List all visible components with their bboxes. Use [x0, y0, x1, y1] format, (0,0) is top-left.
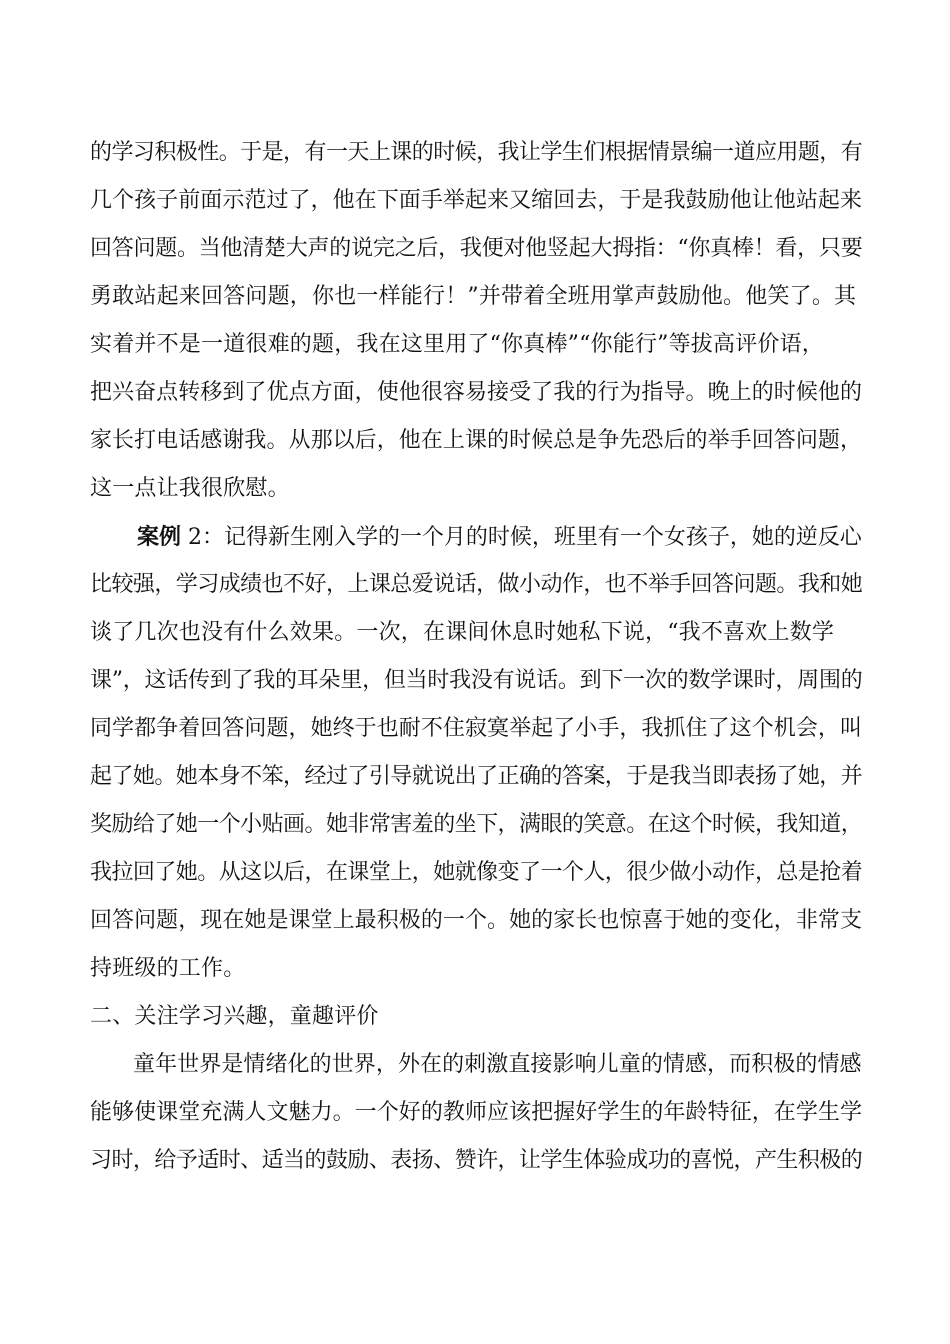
paragraph-line: 能够使课堂充满人文魅力。一个好的教师应该把握好学生的年龄特征，在学生学 — [90, 1100, 863, 1125]
paragraph-line: 这一点让我很欣慰。 — [90, 476, 290, 501]
case-2-first-line — [137, 522, 862, 553]
paragraph-line: 同学都争着回答问题，她终于也耐不住寂寞举起了小手，我抓住了这个机会，叫 — [90, 716, 863, 741]
paragraph-line: 起了她。她本身不笨，经过了引导就说出了正确的答案，于是我当即表扬了她，并 — [90, 764, 863, 789]
case-2-text: 2：记得新生刚入学的一个月的时候，班里有一个女孩子，她的逆反心 — [181, 525, 862, 550]
paragraph-line: 的学习积极性。于是，有一天上课的时候，我让学生们根据情景编一道应用题，有 — [90, 140, 863, 165]
paragraph-line: 持班级的工作。 — [90, 956, 246, 981]
paragraph-line: 把兴奋点转移到了优点方面，使他很容易接受了我的行为指导。晚上的时候他的 — [90, 380, 863, 405]
paragraph-line: 勇敢站起来回答问题，你也一样能行！”并带着全班用掌声鼓励他。他笑了。其 — [90, 284, 857, 309]
paragraph-line: 奖励给了她一个小贴画。她非常害羞的坐下，满眼的笑意。在这个时候，我知道， — [90, 812, 863, 837]
paragraph-line: 家长打电话感谢我。从那以后，他在上课的时候总是争先恐后的举手回答问题， — [90, 428, 863, 453]
paragraph-line: 课”，这话传到了我的耳朵里，但当时我没有说话。到下一次的数学课时，周围的 — [90, 668, 863, 693]
paragraph-line: 习时，给予适时、适当的鼓励、表扬、赞许，让学生体验成功的喜悦，产生积极的 — [90, 1148, 863, 1173]
paragraph-line: 实着并不是一道很难的题，我在这里用了“你真棒”“你能行”等拔高评价语， — [90, 332, 824, 357]
case-label: 案例 — [137, 524, 181, 550]
paragraph-line: 回答问题。当他清楚大声的说完之后，我便对他竖起大拇指：“你真棒！看，只要 — [90, 236, 863, 261]
paragraph-line: 回答问题，现在她是课堂上最积极的一个。她的家长也惊喜于她的变化，非常支 — [90, 908, 863, 933]
paragraph-line: 谈了几次也没有什么效果。一次，在课间休息时她私下说，“我不喜欢上数学 — [90, 620, 835, 645]
paragraph-line: 我拉回了她。从这以后，在课堂上，她就像变了一个人，很少做小动作，总是抢着 — [90, 860, 863, 885]
paragraph-line: 比较强，学习成绩也不好，上课总爱说话，做小动作，也不举手回答问题。我和她 — [90, 572, 863, 597]
paragraph-first-line: 童年世界是情绪化的世界，外在的刺激直接影响儿童的情感，而积极的情感 — [133, 1052, 862, 1077]
section-heading: 二、关注学习兴趣，童趣评价 — [90, 1004, 379, 1029]
paragraph-line: 几个孩子前面示范过了，他在下面手举起来又缩回去，于是我鼓励他让他站起来 — [90, 188, 863, 213]
